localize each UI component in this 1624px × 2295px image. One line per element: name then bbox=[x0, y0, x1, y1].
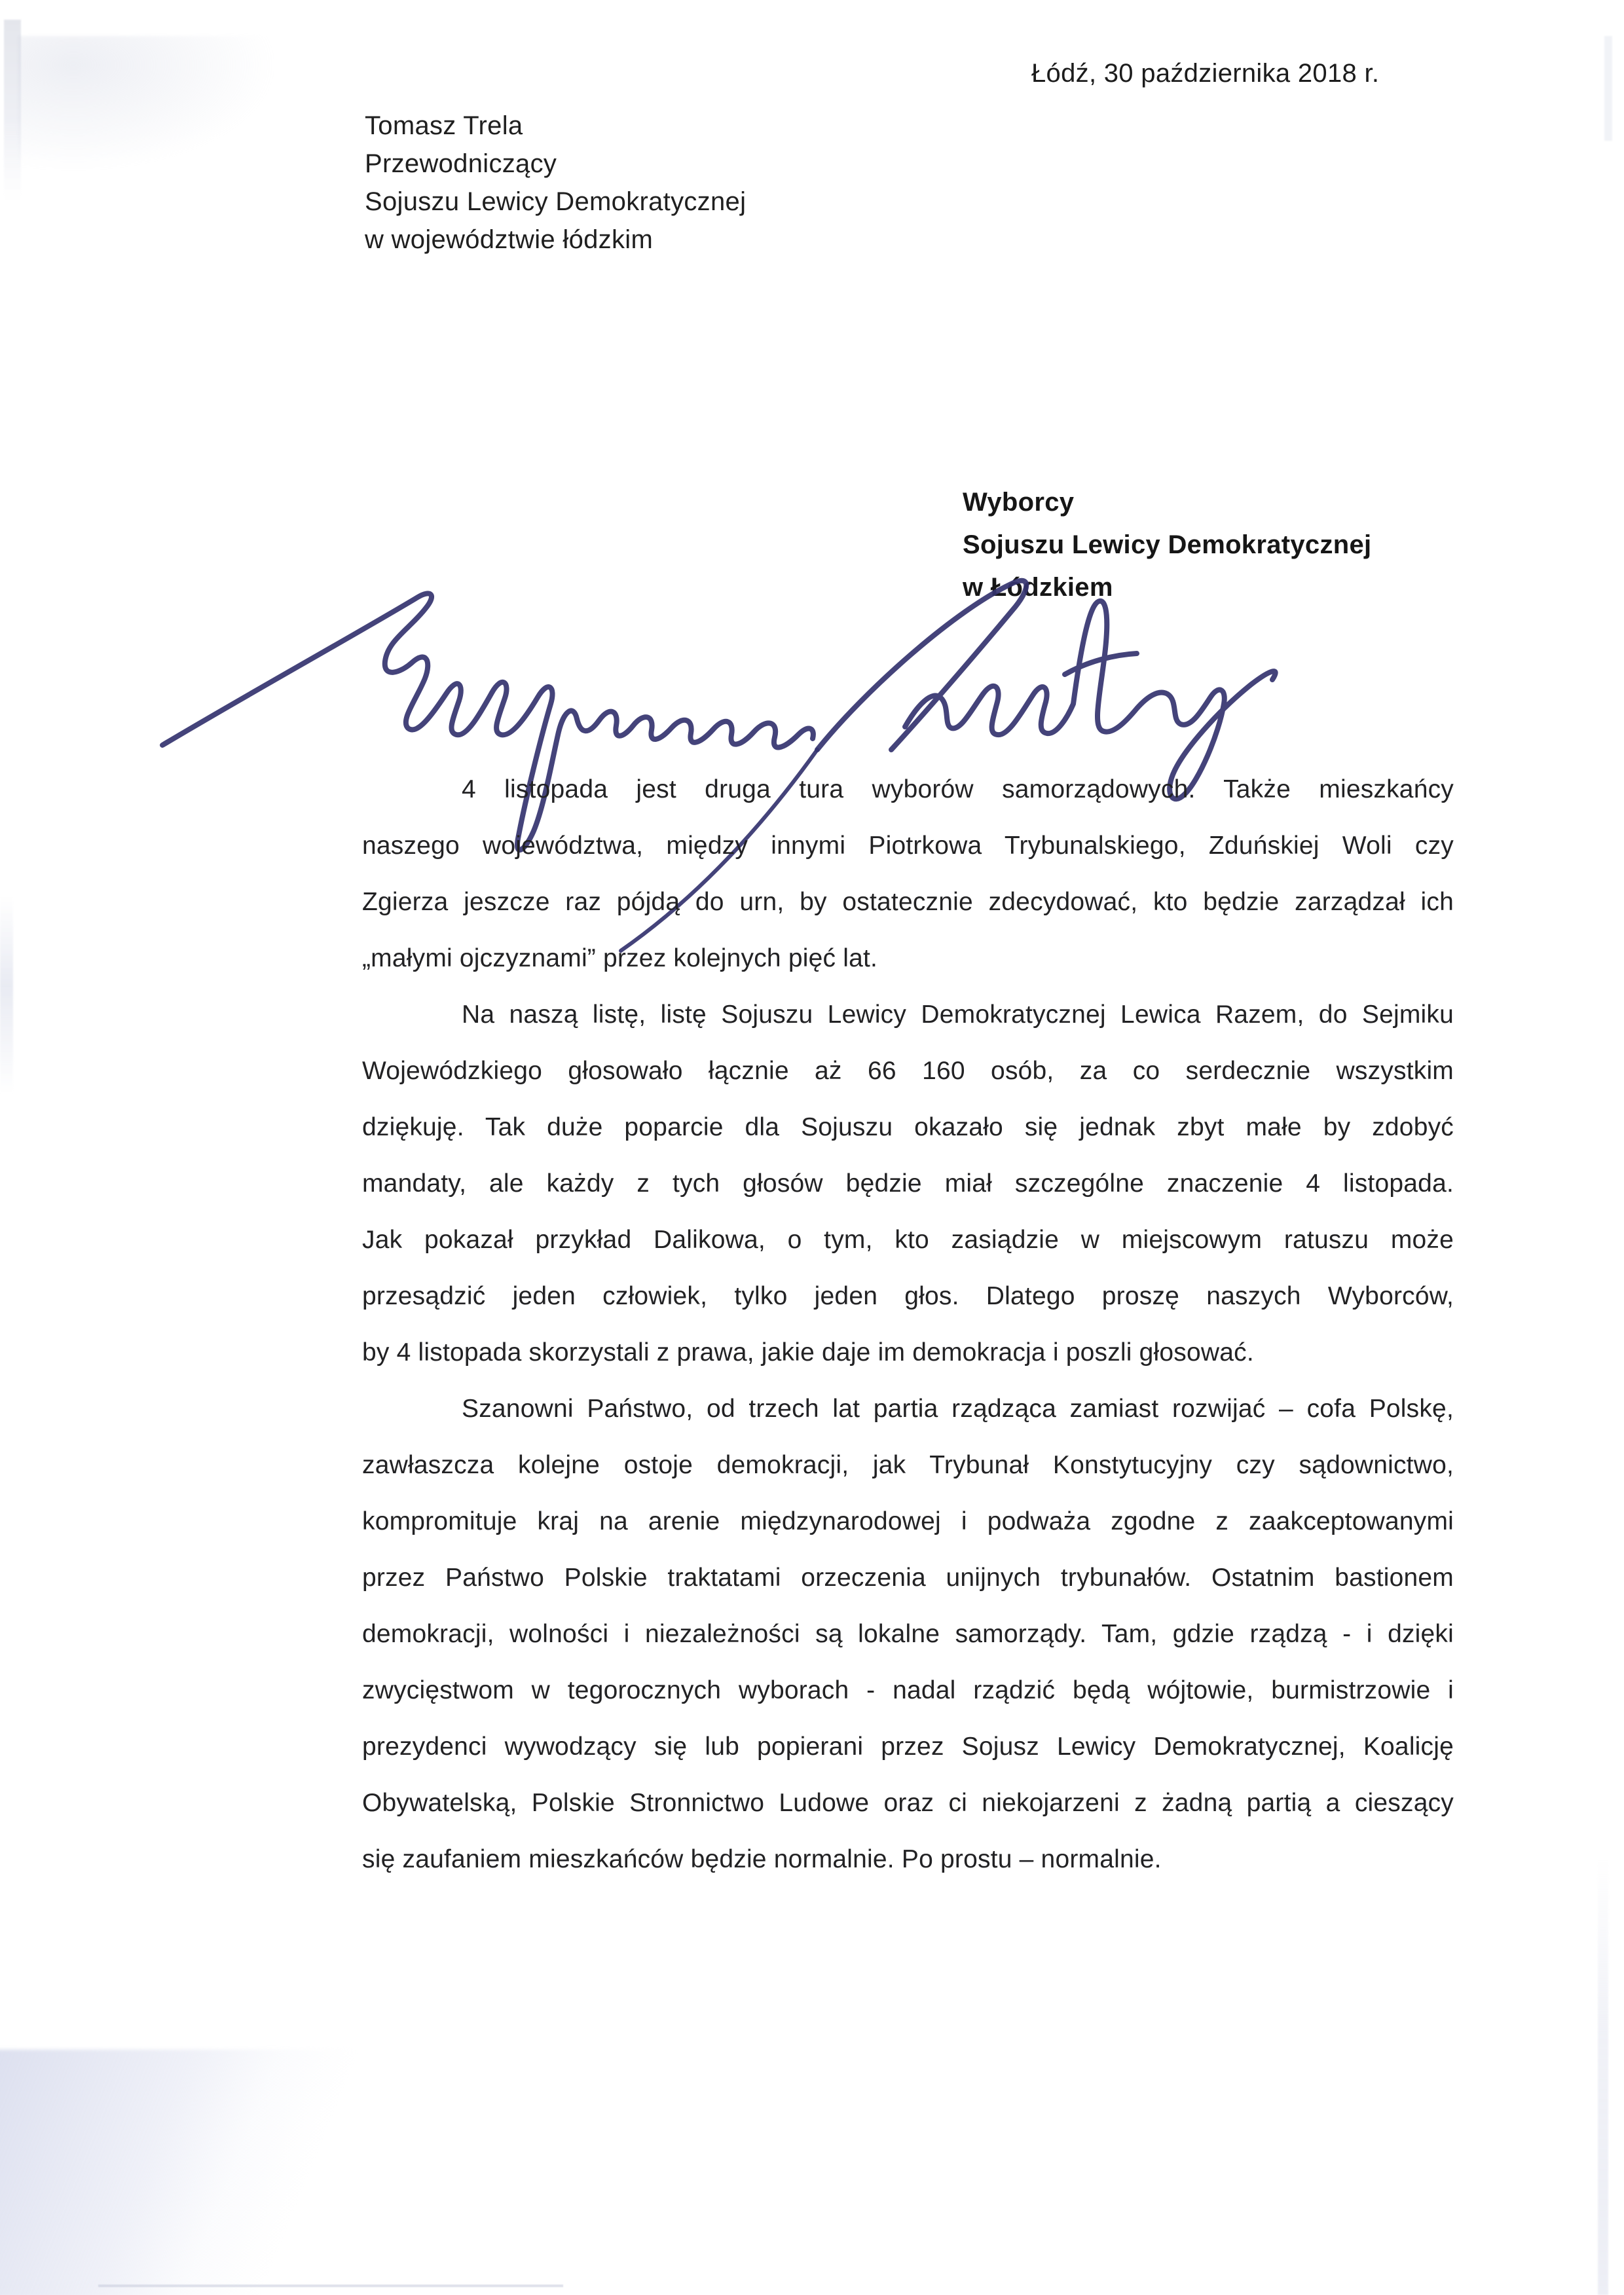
body-line: przez Państwo Polskie traktatami orzeczenia unijnych trybunałów. Ostatnim bastionem bbox=[362, 1564, 1454, 1592]
body-line: zwycięstwom w tegorocznych wyborach - nadal rządzić będą wójtowie, burmistrzowie i bbox=[362, 1676, 1454, 1704]
scan-artifact-right-edge bbox=[1598, 1860, 1608, 2295]
sender-line: Tomasz Trela bbox=[365, 111, 523, 140]
body-line: Szanowni Państwo, od trzech lat partia rządząca zamiast rozwijać – cofa Polskę, bbox=[462, 1395, 1454, 1423]
date-line: Łódź, 30 października 2018 r. bbox=[1031, 59, 1380, 88]
scan-artifact-top-smudge bbox=[18, 36, 293, 180]
body-line: przesądzić jeden człowiek, tylko jeden głos. Dlatego proszę naszych Wyborców, bbox=[362, 1282, 1454, 1310]
body-line: zawłaszcza kolejne ostoje demokracji, jak Trybunał Konstytucyjny czy sądownictwo, bbox=[362, 1451, 1454, 1479]
body-line: prezydenci wywodzący się lub popierani przez Sojusz Lewicy Demokratycznej, Koalicję bbox=[362, 1733, 1454, 1761]
body-line: by 4 listopada skorzystali z prawa, jakie daje im demokracja i poszli głosować. bbox=[362, 1338, 1254, 1367]
body-line: Jak pokazał przykład Dalikowa, o tym, kto zasiądzie w miejscowym ratuszu może bbox=[362, 1226, 1454, 1254]
sender-line: Przewodniczący bbox=[365, 149, 557, 178]
scan-artifact-bottom-left-shadow bbox=[0, 2049, 367, 2295]
letter-body bbox=[362, 762, 1454, 1888]
body-line: mandaty, ale każdy z tych głosów będzie miał szczególne znaczenie 4 listopada. bbox=[362, 1169, 1454, 1198]
scan-artifact-bottom-line bbox=[98, 2285, 563, 2287]
body-line: Zgierza jeszcze raz pójdą do urn, by ostatecznie zdecydować, kto będzie zarządzał ich bbox=[362, 888, 1454, 916]
body-line: „małymi ojczyznami” przez kolejnych pięć lat. bbox=[362, 944, 878, 972]
body-line: demokracji, wolności i niezależności są lokalne samorządy. Tam, gdzie rządzą - i dzięki bbox=[362, 1620, 1454, 1648]
body-line: naszego województwa, między innymi Piotrkowa Trybunalskiego, Zduńskiej Woli czy bbox=[362, 832, 1454, 860]
scan-artifact-left-edge bbox=[0, 897, 13, 1093]
body-line: dziękuję. Tak duże poparcie dla Sojuszu okazało się jednak zbyt małe by zdobyć bbox=[362, 1113, 1454, 1141]
recipient-block bbox=[963, 481, 1371, 609]
scan-artifact-top-left-strip bbox=[4, 20, 21, 200]
body-line: się zaufaniem mieszkańców będzie normalnie. Po prostu – normalnie. bbox=[362, 1845, 1162, 1873]
sender-line: Sojuszu Lewicy Demokratycznej bbox=[365, 187, 747, 216]
recipient-line: w Łódzkiem bbox=[963, 573, 1113, 602]
body-line: Wojewódzkiego głosowało łącznie aż 66 160 osób, za co serdecznie wszystkim bbox=[362, 1057, 1454, 1085]
sender-block bbox=[365, 107, 746, 259]
body-line: Obywatelską, Polskie Stronnictwo Ludowe oraz ci niekojarzeni z żadną partią a cieszący bbox=[362, 1789, 1454, 1817]
scan-artifact-right-top bbox=[1604, 36, 1612, 141]
recipient-line: Sojuszu Lewicy Demokratycznej bbox=[963, 530, 1372, 559]
sender-line: w województwie łódzkim bbox=[365, 225, 654, 254]
body-line: 4 listopada jest druga tura wyborów samorządowych. Także mieszkańcy bbox=[462, 775, 1454, 803]
recipient-line: Wyborcy bbox=[963, 488, 1075, 517]
body-line: Na naszą listę, listę Sojuszu Lewicy Demokratycznej Lewica Razem, do Sejmiku bbox=[462, 1001, 1454, 1029]
body-line: kompromituje kraj na arenie międzynarodowej i podważa zgodne z zaakceptowanymi bbox=[362, 1507, 1454, 1535]
